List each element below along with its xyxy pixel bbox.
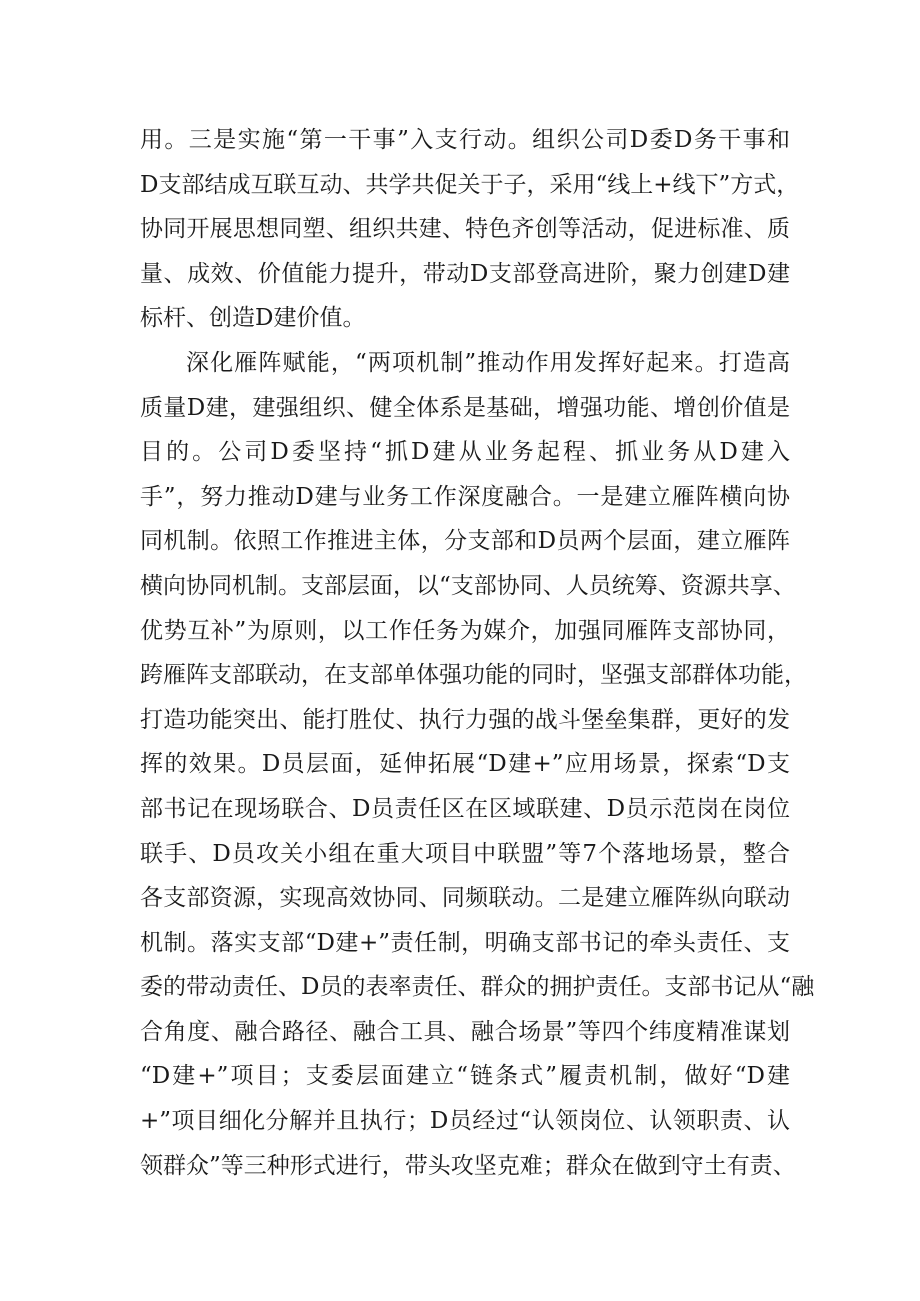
text-line: 打造功能突出、能打胜仗、执行力强的战斗堡垒集群，更好的发 <box>140 706 790 733</box>
text-line: 深化雁阵赋能，“两项机制”推动作用发挥好起来。打造高 <box>186 349 790 376</box>
text-line: “D建+”项目；支委层面建立“链条式”履责机制，做好“D建 <box>140 1063 790 1090</box>
text-line: 各支部资源，实现高效协同、同频联动。二是建立雁阵纵向联动 <box>140 885 790 912</box>
paragraph-2 <box>140 341 815 1188</box>
paragraph-1 <box>140 118 800 341</box>
text-line: 目的。公司D委坚持“抓D建从业务起程、抓业务从D建入 <box>140 439 790 466</box>
text-line: 委的带动责任、D员的表率责任、群众的拥护责任。支部书记从“融 <box>140 974 815 1001</box>
text-line: 标杆、创造D建价值。 <box>140 305 366 332</box>
text-line: 同机制。依照工作推进主体，分支部和D员两个层面，建立雁阵 <box>140 528 790 555</box>
text-line: 手”，努力推动D建与业务工作深度融合。一是建立雁阵横向协 <box>140 483 790 510</box>
text-line: 用。三是实施“第一干事”入支行动。组织公司D委D务干事和 <box>140 127 790 153</box>
text-line: 优势互补”为原则，以工作任务为媒介，加强同雁阵支部协同， <box>140 617 790 644</box>
text-line: 领群众”等三种形式进行，带头攻坚克难；群众在做到守土有责、 <box>140 1152 796 1179</box>
text-line: 质量D建，建强组织、健全体系是基础，增强功能、增创价值是 <box>140 394 790 421</box>
text-line: 横向协同机制。支部层面，以“支部协同、人员统筹、资源共享、 <box>140 572 796 599</box>
text-line: 机制。落实支部“D建+”责任制，明确支部书记的牵头责任、支 <box>140 929 790 956</box>
text-line: 协同开展思想同塑、组织共建、特色齐创等活动，促进标准、质 <box>140 216 790 243</box>
text-line: +”项目细化分解并且执行；D员经过“认领岗位、认领职责、认 <box>140 1108 790 1135</box>
body-text <box>140 118 815 1188</box>
text-line: 联手、D员攻关小组在重大项目中联盟”等7个落地场景，整合 <box>140 840 790 867</box>
text-line: 跨雁阵支部联动，在支部单体强功能的同时，坚强支部群体功能， <box>140 662 807 689</box>
text-line: D支部结成互联互动、共学共促关于子，采用“线上+线下”方式， <box>140 171 800 198</box>
text-line: 合角度、融合路径、融合工具、融合场景”等四个纬度精准谋划 <box>140 1018 790 1045</box>
text-line: 部书记在现场联合、D员责任区在区域联建、D员示范岗在岗位 <box>140 795 790 822</box>
text-line: 量、成效、价值能力提升，带动D支部登高进阶，聚力创建D建 <box>140 260 790 287</box>
text-line: 挥的效果。D员层面，延伸拓展“D建+”应用场景，探索“D支 <box>140 751 790 778</box>
